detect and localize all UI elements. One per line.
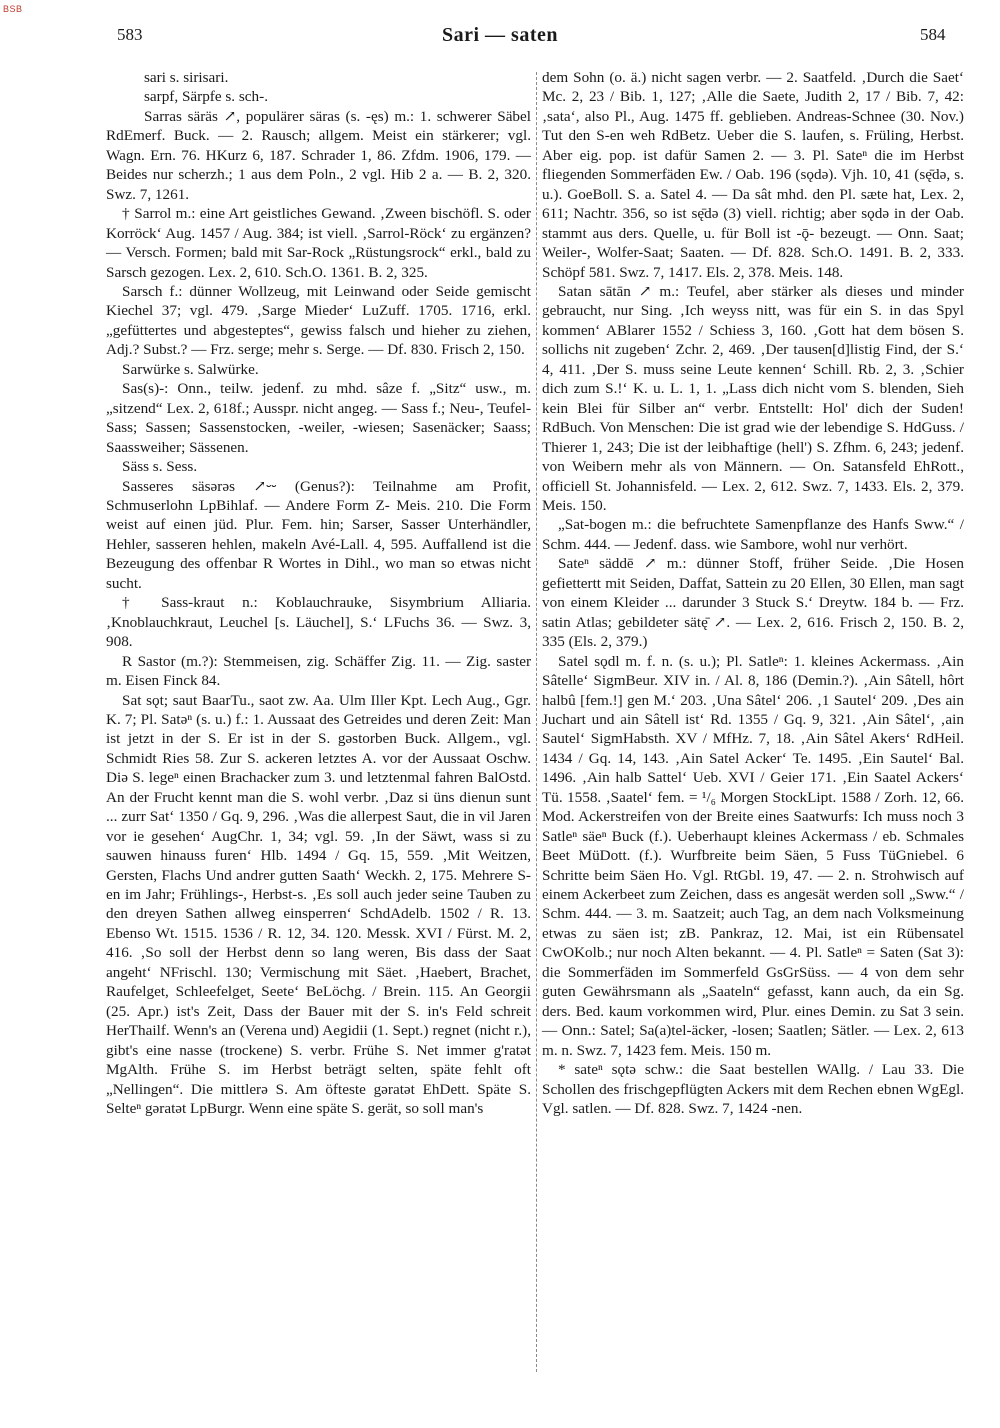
entry-sasseres: Sasseres säsərəs ↗⏑⏑ (Genus?): Teilnahme am Profit, Schmuserlohn LpBihlaf. — Andere Form Z- Meis. 210. Die Form weist auf einen jüd. Plur. Fem. hin; Sarser, Sasser Unterhändler, Hehler, sasseren hehlen, makeln Avé-Lall. 4, 595. Auffallend ist die Bezeugung des offenbar R Wortes in Dihl., wo man so etwas nicht sucht. bbox=[106, 477, 531, 592]
page-number-left: 583 bbox=[117, 25, 143, 44]
entry-sat-continued: dem Sohn (o. ä.) nicht sagen verbr. — 2. Saatfeld. ‚Durch die Saet‘ Mc. 2, 23 / Bib. 1, 127; ‚Alle die Saete, Judith 2, 17 / Bib. 7, 42: ‚sata‘, also Pl., Aug. 1475 ff. geblieben. Andreas-Schnee (30. Nov.) Tut den S-en weh RdBetz. Ueber die S. laufen, s. Früling, Herbst. Aber eig. pop. ist dafür Samen 2. — 3. Pl. Sateⁿ die im Herbst fliegenden Sommerfäden Ew. / Oab. 196 (sǫdə). Vjh. 10, 41 (sę̄də, s. u.). GoeBoll. S. a. Satel 4. — Da sât mhd. den Pl. sæte hat, Lex. 2, 611; Nachtr. 356, so ist sę̄də (3) viell. richtig; aber sǫdə in der Oab. stammt aus ders. Quelle, u. für Boll ist -ǭ- bezeugt. — Onn. Saat; Weiler-, Wolfer-Saat; Saaten. — Df. 828. Sch.O. 1491. B. 2, 333. Schöpf 581. Swz. 7, 1417. Els. 2, 378. Meis. 148. bbox=[542, 69, 964, 281]
entry-sass-kraut: † Sass-kraut n.: Koblauchrauke, Sisymbrium Alliaria. ‚Knoblauchkraut, Leuchel [s. Läuchel], S.‘ LFuchs 36. — Swz. 3, 908. bbox=[106, 594, 531, 651]
entry-sat: Sat sǫt; saut BaarTu., saot zw. Aa. Ulm Iller Kpt. Lech Aug., Ggr. K. 7; Pl. Satəⁿ (s. u.) f.: 1. Aussaat des Getreides und deren Zeit: Man ist jetzt in der S. Er ist in der S. gəstorben Buck. Allgem., vgl. Schmidt Ries 58. Zur S. ackeren letztes A. vor der Aussaat Oschw. Diə S. legeⁿ einen Brachacker zum 3. und letztenmal fahren BalOstd. An der Frucht kennt man die S. wohl verbr. ‚Daz si üns dienun sunt ... zurr Sat‘ 1350 / Gq. 9, 296. ‚Was die allerpest Saut, die in vil Jaren vor ie gesehen‘ AugChr. 1, 34; vgl. 59. ‚In der Säwt, wass si zu sauwen hinauss furen‘ Hlb. 1494 / Gq. 15, 559. ‚Mit Weitzen, Gersten, Flachs Und andrer gutten Saath‘ Weckh. 2, 175. Mehrere S-en im Jahr; Frühlings-, Herbst-s. ‚Es soll auch jeder seine Tauben zu den dreyen Sathen allweg einsperren‘ SchdAdelb. 1502 / R. 13. Ebenso Wt. 1515. 1536 / R. 12, 34. 120. Messk. XVI / Fürst. M. 2, 416. ‚So soll der Herbst denn so lang weren, Bis dass der Saat angeht‘ NFrischl. 130; Vermischung mit Säet. ‚Haebert, Brachet, Raufelget, Schleefelget, Seete‘ BeLöchg. / Brein. 115. An Georgii (25. Apr.) ist's Zeit, Dass der Bauer mit der S. in's Feld schreit HerThailf. Wenn's an (Verena und) Aegidii (1. Sept.) regnet (nicht r.), gibt's eine nasse (trockene) S. verbr. Frühe S. Net immer g'ratət MgAlth. Frühe S. im Herbst beträgt selten, späte fehlt oft „Nellingen“. Die mittlerə S. Am öfteste gəratət EhDett. Späte S. Selteⁿ gəratət LpBurgr. Wenn eine späte S. gerät, so soll man's bbox=[106, 691, 531, 1118]
right-column bbox=[542, 68, 964, 1118]
column-divider bbox=[536, 72, 537, 1372]
library-stamp: BSB bbox=[3, 4, 23, 14]
entry-sass: Sas(s)-: Onn., teilw. jedenf. zu mhd. sâze f. „Sitz“ usw., m. „sitzend“ Lex. 2, 618f.; Ausspr. nicht angeg. — Sass f.; Neu-, Teufel-Sass; Sassen; Sassenstocken, -weiler, -wiesen; Sasenäcker; Saass; Saassweiher; Sässenen. bbox=[106, 380, 531, 456]
entry-satel: Satel sǫdl m. f. n. (s. u.); Pl. Satleⁿ: 1. kleines Ackermass. ‚Ain Sâtelle‘ SigmBeur. XIV in. / Al. 8, 186 (Demin.?). ‚Ain Sâtell, hôrt halbû [fem.!] gen M.‘ 203. ‚Una Sâtel‘ 206. ‚1 Sautel‘ 209. ‚Des ain Juchart und ain Sâtell ist‘ Rd. 1355 / Gq. 9, 321. ‚Ain Sâtel‘, ‚ain Sautel‘ SigmHabsth. XV / MfHz. 7, 18. ‚Ain Sâtel Akers‘ RdHeil. 1434 / Gq. 14, 143. ‚Ain Satel Acker‘ Te. 1495. ‚Ein Sautel‘ Bal. 1496. ‚Ain halb Sattel‘ Ueb. XVI / Geier 171. ‚Ein Saatel Ackers‘ Tü. 1558. ‚Saatel‘ fem. = ¹/₆ Morgen StockLipt. 1588 / Zorh. 12, 66. Mod. Ackerstreifen von der Breite eines Saatwurfs: Ich muss noch 3 Satleⁿ säeⁿ Buck (f.). Ueberhaupt kleines Ackermass / eb. Schmales Beet MüDott. (f.). Wurfbreite beim Säen, 5 Fuss TüGniebel. 6 Schritte beim Säen Ho. Vgl. RtGbl. 19, 47. — 2. n. Strohwisch auf einem Ackerbeet zum Zeichen, dass es angesät werden soll „Sww.“ / Schm. 444. — 3. m. Saatzeit; auch Tag, an dem nach Volksmeinung etwas zu säen ist; zB. Pankraz, 12. Mai, ist ein Rübensatel CwOKolb.; nur noch Alten bekannt. — 4. Pl. Satleⁿ = Saten (Sat 3): die Sommerfäden im Sommerfeld GsGrSüss. — 4 von dem sehr guten Gewährsmann als „Saateln“ gefasst, kann auch, da ein Sg. ders. Bed. kaum vorkommen wird, Plur. eines Demin. zu Sat 3 sein. — Onn.: Satel; Sa(a)tel-äcker, -losen; Saatlen; Sätler. — Lex. 2, 613 m. n. Swz. 7, 1423 fem. Meis. 150 m. bbox=[542, 652, 964, 1059]
entry-saess: Säss s. Sess. bbox=[122, 458, 198, 476]
entry-sarwuerke: Sarwürke s. Salwürke. bbox=[122, 360, 259, 378]
entry-sarpf: sarpf, Särpfe s. sch-. bbox=[144, 88, 268, 106]
running-head: Sari — saten bbox=[442, 24, 558, 46]
entry-sarsch: Sarsch f.: dünner Wollzeug, mit Leinwand oder Seide gemischt Kiechel 37; vgl. 479. ‚Sarge Mieder‘ LuZuff. 1705. 1716, erkl. „gefüttertes und abgesteptes“, gewiss falsch und hieher zu ziehen, Adj.? Subst.? — Frz. serge; mehr s. Serge. — Df. 830. Frisch 2, 150. bbox=[106, 282, 531, 359]
entry-sarrol: † Sarrol m.: eine Art geistliches Gewand. ‚Zween bischöfl. S. oder Korröck‘ Aug. 1457 / Aug. 384; ist viell. ‚Sarrol-Röck‘ zu ergänzen? — Versch. Formen; bald mit Sar-Rock „Rüstungsrock“ erkl., bald zu Sarsch gezogen. Lex. 2, 610. Sch.O. 1361. B. 2, 325. bbox=[106, 205, 531, 281]
entry-sari: sari s. sirisari. bbox=[144, 69, 229, 86]
entry-sat-bogen: „Sat-bogen m.: die befruchtete Samenpflanze des Hanfs Sww.“ / Schm. 444. — Jedenf. dass. wie Sambore, wohl nur verhört. bbox=[542, 516, 964, 553]
left-column bbox=[106, 68, 531, 1118]
entry-sastor: R Sastor (m.?): Stemmeisen, zig. Schäffer Zig. 11. — Zig. saster m. Eisen Finck 84. bbox=[106, 652, 531, 690]
entry-sarras: Sarras säräs ↗, populärer säras (s. -ęs) m.: 1. schwerer Säbel RdEmerf. Buck. — 2. Rausch; allgem. Meist ein stärkerer; vgl. Wagn. Ern. 76. HKurz 6, 187. Schrader 1, 86. Zfdm. 1906, 179. — Beides nur scherzh.; 1 aus dem Poln., 2 vgl. Hib 2 a. — B. 2, 320. Swz. 7, 1261. bbox=[106, 107, 531, 203]
entry-satan: Satan sātān ↗ m.: Teufel, aber stärker als dieses und minder gebraucht, nur Sing. ‚Ich weyss nitt, was für ein S. in das Spyl kommen‘ ABlarer 1552 / Schiess 3, 160. ‚Gott hat dem bösen S. sollichs nit zugeben‘ Zchr. 2, 469. ‚Der tausen[d]listig Find, der S.‘ 4, 411. ‚Der S. muss seine Leute kennen‘ Schill. Rb. 2, 3. ‚Schier dich zum S.!‘ K. u. L. 1, 1. „Lass dich nicht vom S. blenden, Sieh kein Blei für Silber an“ verbr. Entstellt: Hol' dich der Suden! RdBuch. Von Menschen: Die ist grad wie der lebendige S. HdGuss. / Thierer 1, 243; Die ist der leibhaftige (hell') S. Zfhm. 6, 243; jedenf. von Weibern mehr als von Männern. — On. Satansfeld EhRott., officiell St. Johannisfeld. — Lex. 2, 612. Swz. 7, 1433. Els. 2, 379. Meis. 150. bbox=[542, 282, 964, 514]
entry-saten-verb: * sateⁿ sǫtə schw.: die Saat bestellen WAllg. / Lau 33. Die Schollen des frischgepflügten Ackers mit dem Rechen ebnen WgEgl. Vgl. satlen. — Df. 828. Swz. 7, 1424 -nen. bbox=[542, 1061, 964, 1118]
page-number-right: 584 bbox=[920, 25, 946, 44]
entry-saten-stoff: Sateⁿ säddē ↗ m.: dünner Stoff, früher Seide. ‚Die Hosen gefiettertt mit Seiden, Daffat, Sattein zu 20 Ellen, 30 Ellen, man sagt von einem Kleider ... darunder 3 Stuck S.‘ Dreytw. 184 b. — Frz. satin Atlas; gebildeter sätę̄ ↗. — Lex. 2, 616. Frisch 2, 150. B. 2, 335 (Els. 2, 379.) bbox=[542, 555, 964, 651]
